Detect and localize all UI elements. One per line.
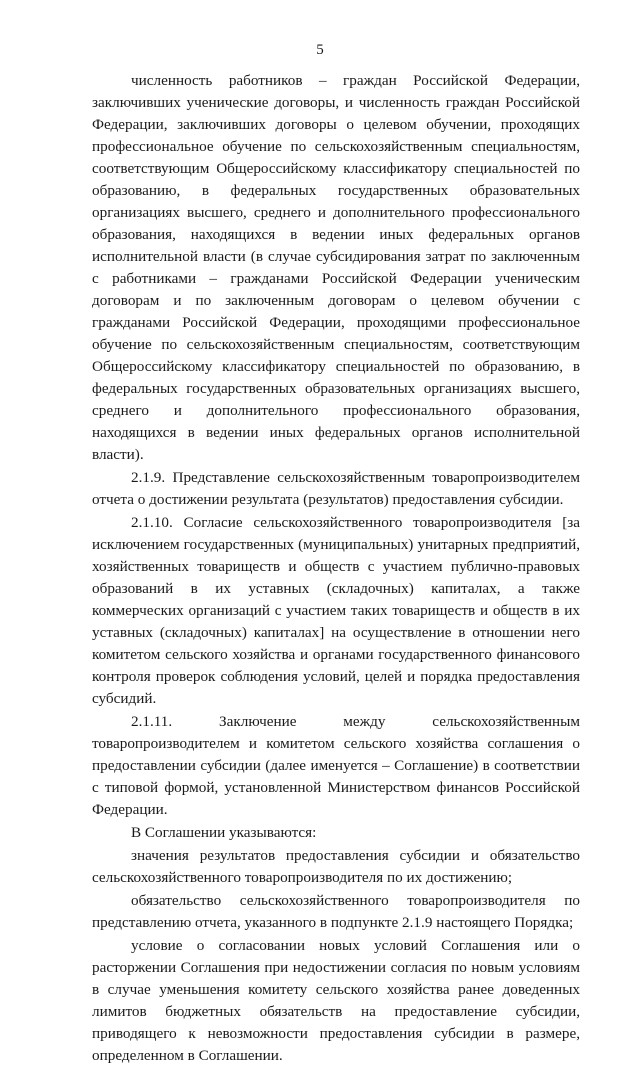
paragraph-2-1-10: 2.1.10. Согласие сельскохозяйственного товаропроизводителя [за исключением государственных (муниципальных) унитарных предприятий, хозяйственных товариществ и обществ с участием публично-правовых образований в их уставных (складочных) капиталах, а также коммерческих организаций с участием таких товариществ и обществ в их уставных (складочных) капиталах] на осуществление в отношении него комитетом сельского хозяйства и органами государственного финансового контроля проверок соблюдения условий, целей и порядка предоставления субсидий. bbox=[92, 514, 580, 707]
page-number: 5 bbox=[316, 42, 324, 58]
list-item-results: значения результатов предоставления субсидии и обязательство сельскохозяйственного товаропроизводителя по их достижению; bbox=[92, 847, 580, 886]
paragraph-agreement-intro: В Соглашении указываются: bbox=[131, 824, 317, 841]
document-body bbox=[92, 70, 580, 1068]
paragraph-continuation: численность работников – граждан Российской Федерации, заключивших ученические договоры, и численность граждан Российской Федерации, заключивших договоры о целевом обучении, проходящих профессиональное обучение по сельскохозяйственным специальностям, соответствующим Общероссийскому классификатору специальностей по образованию, в федеральных государственных образовательных организациях высшего, среднего и дополнительного профессионального образования, находящихся в ведении иных федеральных органов исполнительной власти (в случае субсидирования затрат по заключенным с работниками – гражданами Российской Федерации ученическим договорам и по заключенным договорам о целевом обучении с гражданами Российской Федерации, проходящими профессиональное обучение по сельскохозяйственным специальностям, соответствующим Общероссийскому классификатору специальностей по образованию, в федеральных государственных образовательных организациях высшего, среднего и дополнительного профессионального образования, находящихся в ведении иных федеральных органов исполнительной власти). bbox=[92, 72, 580, 463]
list-item-report: обязательство сельскохозяйственного товаропроизводителя по представлению отчета, указанного в подпункте 2.1.9 настоящего Порядка; bbox=[92, 892, 580, 931]
list-item-conditions: условие о согласовании новых условий Соглашения или о расторжении Соглашения при недостижении согласия по новым условиям в случае уменьшения комитету сельского хозяйства ранее доведенных лимитов бюджетных обязательств на предоставление субсидии, приводящего к невозможности предоставления субсидии в размере, определенном в Соглашении. bbox=[92, 937, 580, 1064]
paragraph-2-1-11: 2.1.11. Заключение между сельскохозяйственным товаропроизводителем и комитетом сельского хозяйства соглашения о предоставлении субсидии (далее именуется – Соглашение) в соответствии с типовой формой, установленной Министерством финансов Российской Федерации. bbox=[92, 713, 580, 818]
paragraph-2-1-9: 2.1.9. Представление сельскохозяйственным товаропроизводителем отчета о достижении результата (результатов) предоставления субсидии. bbox=[92, 469, 580, 508]
